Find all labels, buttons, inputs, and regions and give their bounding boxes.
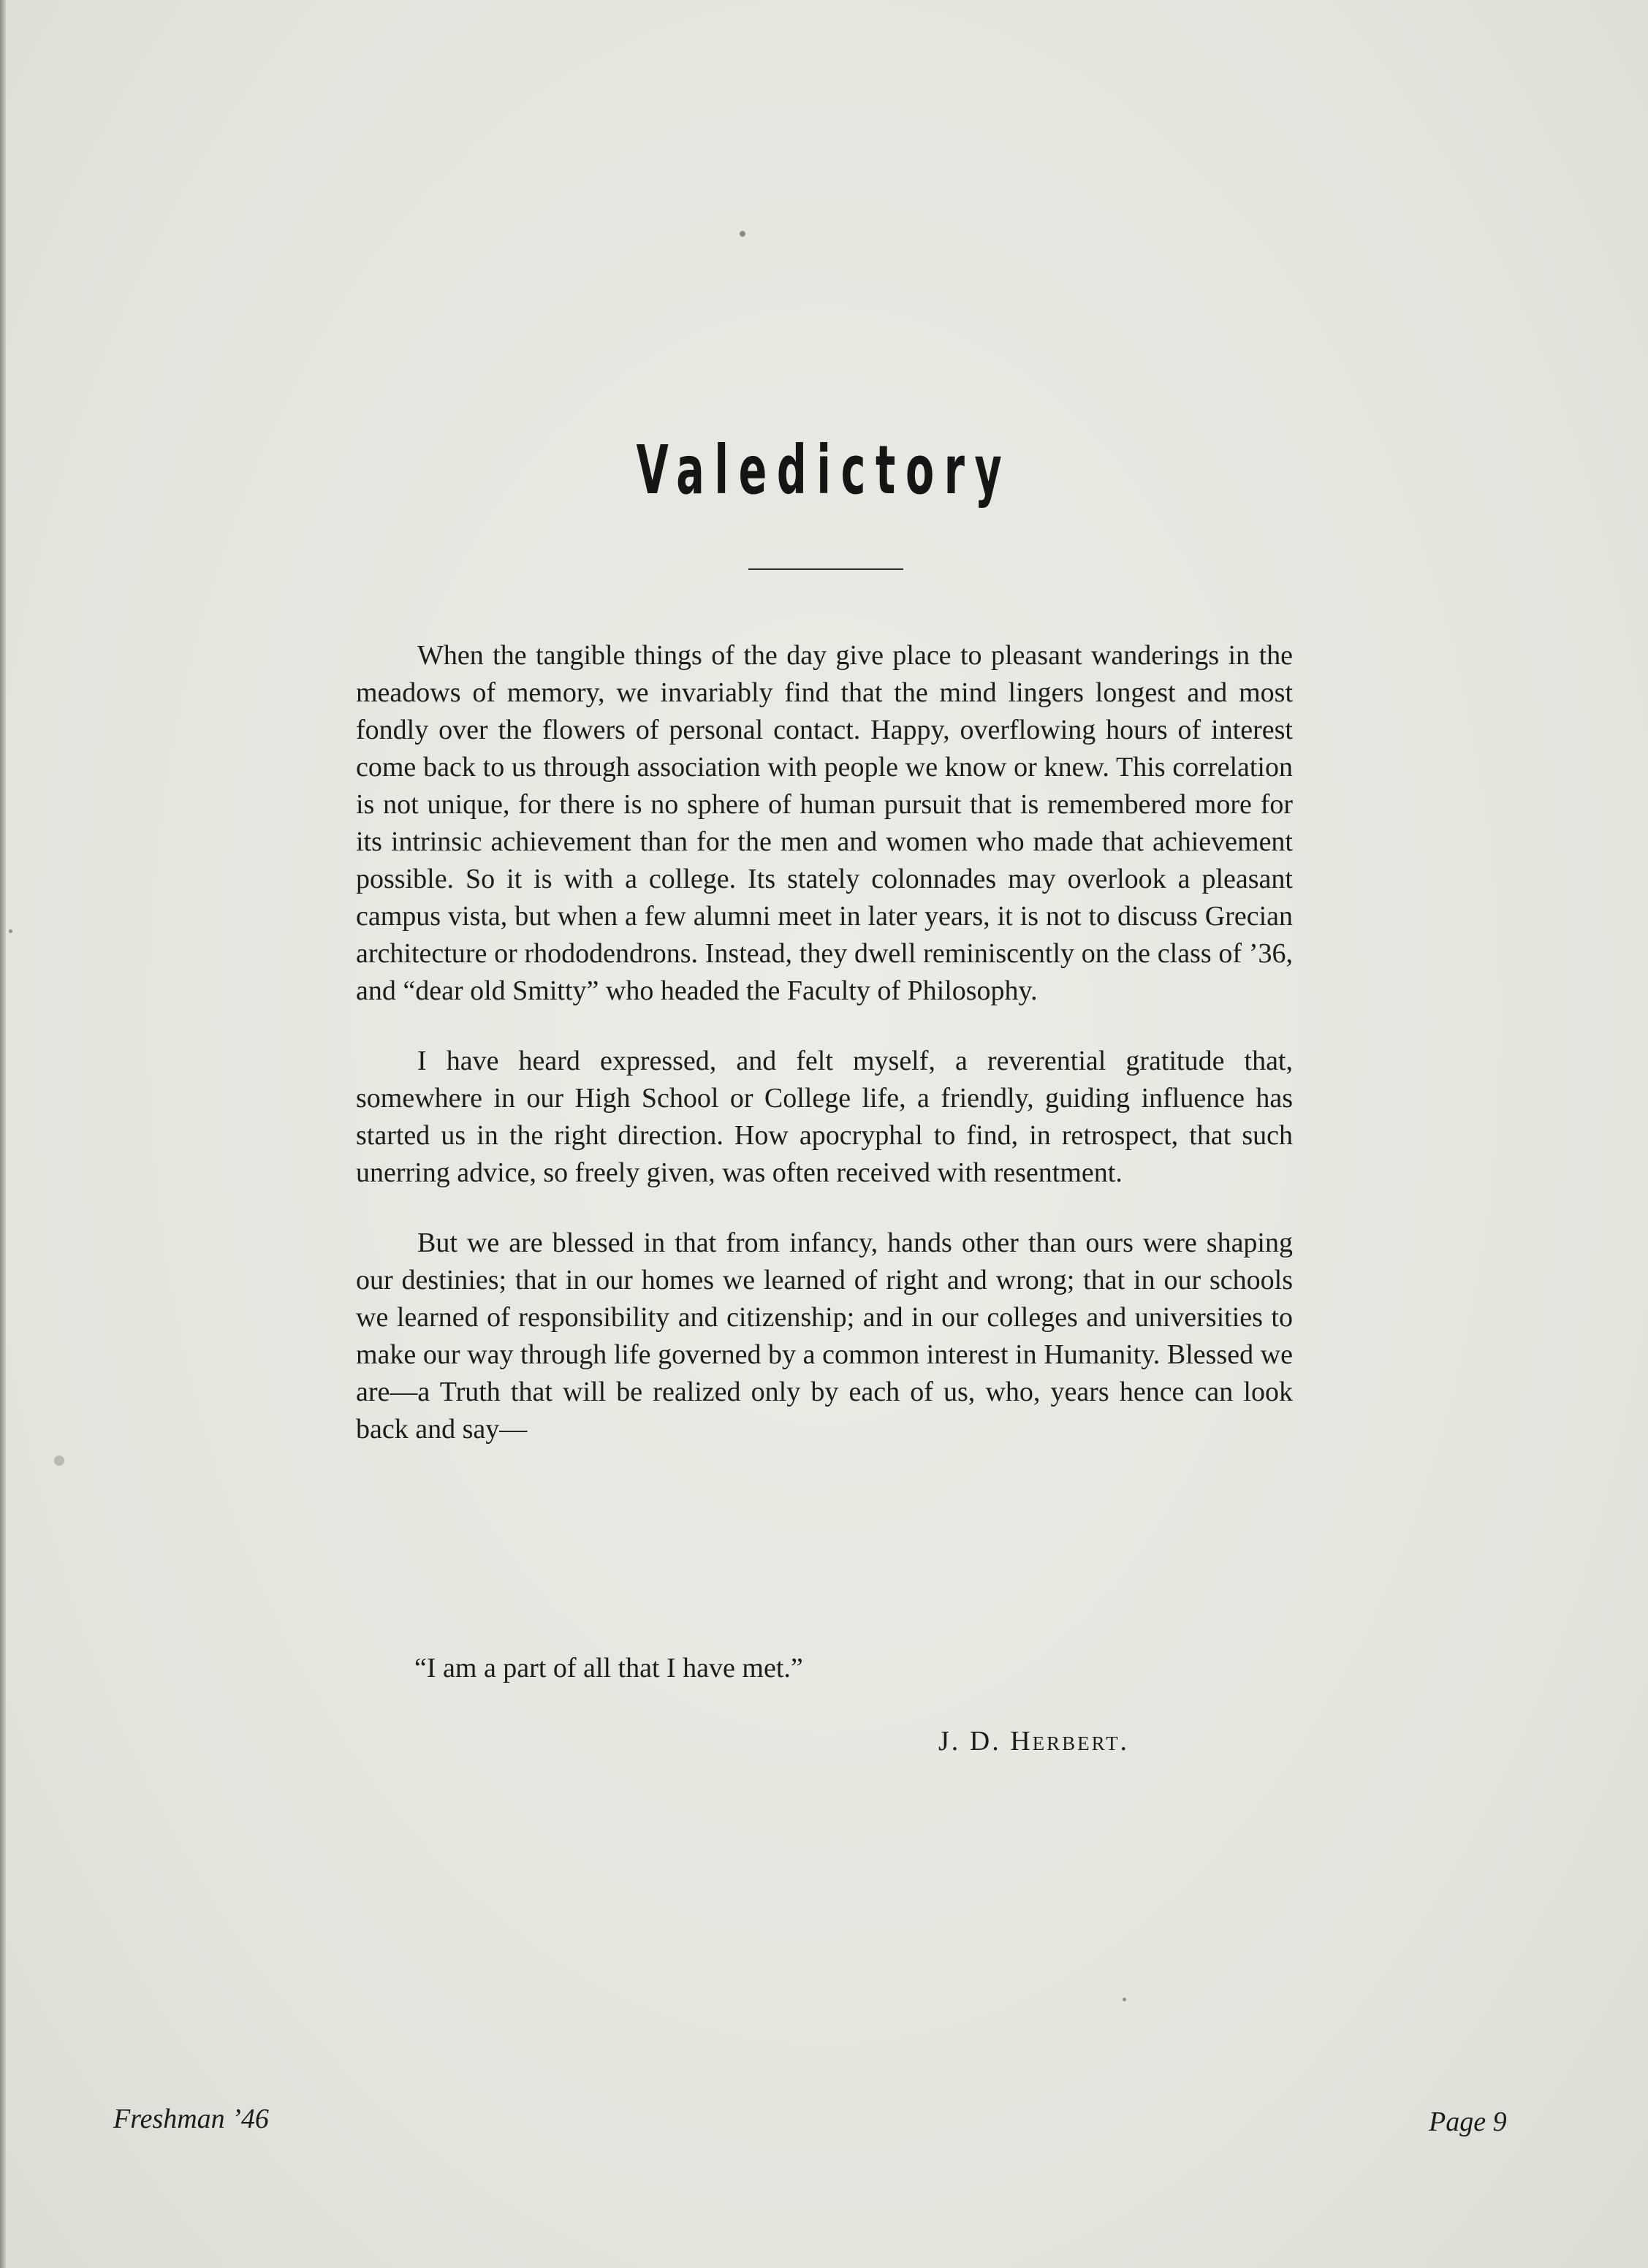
- paragraph: I have heard expressed, and felt myself, a reverential gratitude that, somewhere in our High School or College life, a friendly, guiding influence has started us in the right direction. How apocryphal to find, in retrospect, that such unerring advice, so freely given, was often received with resentment.: [356, 1046, 1293, 1188]
- page-binding-edge: [0, 0, 6, 2268]
- paper-speck: [740, 231, 745, 237]
- footer-publication: Freshman ’46: [113, 2104, 269, 2134]
- author-signature: [938, 1723, 1129, 1760]
- footer-page-number: Page 9: [1429, 2107, 1507, 2137]
- body-text: [356, 637, 1293, 1481]
- paper-speck: [1123, 1998, 1126, 2001]
- closing-quote: “I am a part of all that I have met.”: [414, 1653, 803, 1683]
- title-divider: [748, 568, 903, 570]
- paragraph: When the tangible things of the day give place to pleasant wanderings in the meadows of memory, we invariably find that the mind lingers longest and most fondly over the flowers of personal contact. Happy, overflowing hours of interest come back to us through association with people we know or knew. This correlation is not unique, for there is no sphere of human pursuit that is remembered more for its intrinsic achievement than for the men and women who made that achievement possible. So it is with a college. Its stately colonnades may overlook a pleasant campus vista, but when a few alumni meet in later years, it is not to discuss Grecian architecture or rhododendrons. Instead, they dwell reminiscently on the class of ’36, and “dear old Smitty” who headed the Faculty of Philosophy.: [356, 640, 1293, 1006]
- page-title: Valedictory: [636, 431, 1012, 509]
- paper-speck: [54, 1455, 64, 1466]
- author-name: J. D. Herbert.: [938, 1726, 1130, 1757]
- paragraph: But we are blessed in that from infancy, hands other than ours were shaping our destinies; that in our homes we learned of right and wrong; that in our schools we learned of responsibility and citizenship; and in our colleges and universities to make our way through life governed by a common interest in Humanity. Blessed we are—a Truth that will be realized only by each of us, who, years hence can look back and say—: [356, 1228, 1293, 1445]
- paper-speck: [9, 929, 12, 933]
